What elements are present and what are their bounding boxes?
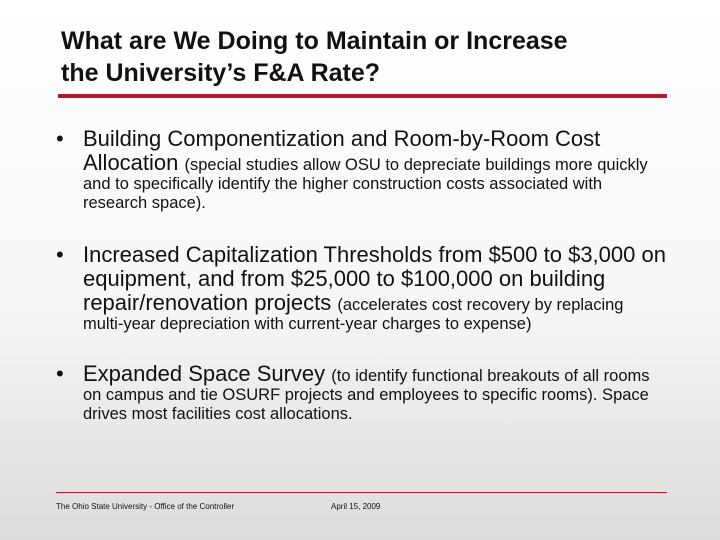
- bullet-main-text: Building Componentization and Room-by-Room Cost Allocation: [83, 126, 601, 175]
- bullet-list: [56, 127, 666, 456]
- bullet-item-capitalization: [56, 243, 666, 334]
- bullet-detail-text: (accelerates cost recovery by replacing multi-year depreciation with current-year charges to expense): [83, 296, 624, 333]
- footer-divider: [56, 492, 667, 493]
- bullet-main-text: Expanded Space Survey: [83, 361, 332, 386]
- footer-organization: The Ohio State University - Office of the Controller: [56, 502, 235, 511]
- bullet-detail-text: (special studies allow OSU to depreciate buildings more quickly and to specifically identify the higher construction costs associated with research space).: [83, 156, 648, 212]
- bullet-marker: •: [56, 361, 64, 386]
- bullet-item-space-survey: [56, 362, 666, 424]
- bullet-item-componentization: [56, 127, 666, 213]
- bullet-marker: •: [56, 242, 64, 267]
- bullet-detail-text: (to identify functional breakouts of all rooms on campus and tie OSURF projects and employees to specific rooms). Space drives most facilities cost allocations.: [83, 367, 650, 423]
- title-divider: [58, 94, 667, 98]
- bullet-main-text: Increased Capitalization Thresholds from $500 to $3,000 on equipment, and from $25,000 to $100,000 on building repair/renovation projects: [83, 242, 666, 315]
- bullet-marker: •: [56, 126, 64, 151]
- footer-date: April 15, 2009: [331, 502, 381, 511]
- slide-title-line-1: What are We Doing to Maintain or Increase: [61, 27, 568, 55]
- slide-title-line-2: the University’s F&A Rate?: [61, 59, 381, 87]
- slide-title: [61, 25, 681, 89]
